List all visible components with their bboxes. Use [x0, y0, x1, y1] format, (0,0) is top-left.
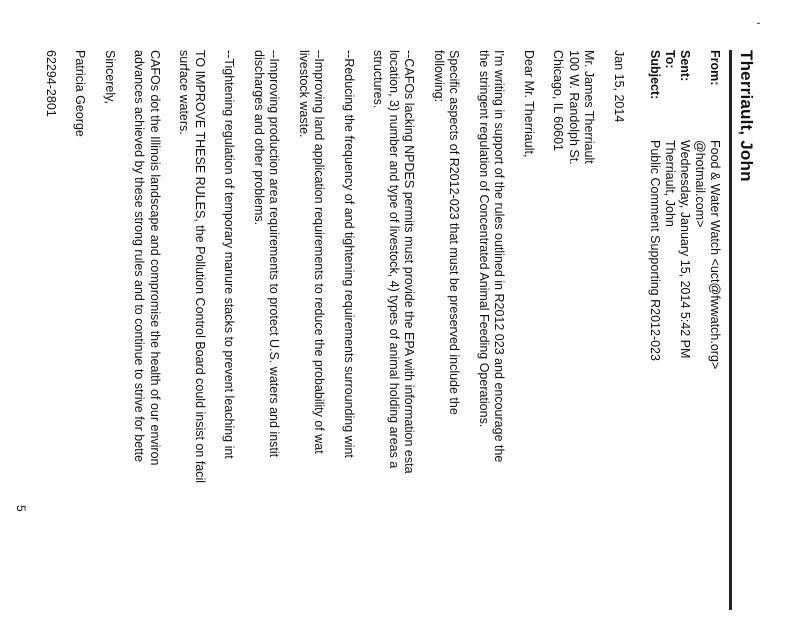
- meta-value-sent: Wednesday, January 15, 2014 5:42 PM: [678, 140, 692, 359]
- corner-mark: ʼ: [748, 22, 762, 25]
- improve-rules-paragraph: [176, 50, 207, 618]
- meta-row-sent: [677, 50, 692, 610]
- signer-name: Patricia George: [73, 50, 88, 137]
- signoff: Sincerely,: [103, 50, 117, 104]
- bullet-production-area: [251, 50, 282, 618]
- email-metadata: [647, 50, 722, 610]
- signer-zip: 62294-2801: [44, 50, 58, 117]
- bullet-line: --Reducing the frequency of and tightening requirements surrounding wint: [342, 50, 356, 458]
- recipient-address: [550, 50, 597, 618]
- salutation: Dear Mr. Therriault,: [522, 50, 536, 158]
- header-rule: [729, 50, 732, 610]
- improve-line: TO IMPROVE THESE RULES, the Pollution Control Board could insist on facil: [193, 50, 207, 484]
- page-number: 5: [14, 505, 28, 512]
- meta-row-subject: [647, 50, 662, 610]
- meta-value-subject: Public Comment Supporting R2012-023: [648, 140, 662, 361]
- header-name: Therriault, John: [737, 50, 756, 182]
- final-line: advances achieved by these strong rules and to continue to strive for bette: [132, 50, 147, 463]
- specific-line: Specific aspects of R2012-023 that must be preserved include the: [447, 50, 462, 415]
- bullet-line: structures.: [371, 50, 386, 109]
- address-line: Mr. James Therriault: [582, 50, 597, 164]
- meta-value-from: [692, 140, 722, 610]
- address-line: 100 W. Randolph St.: [567, 50, 581, 165]
- bullet-line: --Tightening regulation of temporary manure stacks to prevent leaching int: [222, 50, 237, 459]
- meta-from-line: @hotmail.com>: [693, 140, 707, 228]
- final-paragraph: [131, 50, 162, 618]
- bullet-line: --CAFOs lacking NPDES permits must provide the EPA with information esta: [402, 50, 417, 474]
- letter-body: [29, 50, 627, 618]
- intro-paragraph: [476, 50, 507, 618]
- letter-date: Jan 15, 2014: [612, 50, 626, 123]
- bullet-line: livestock waste.: [297, 50, 311, 138]
- address-line: Chicago, IL 60601: [551, 50, 566, 152]
- meta-label-sent: Sent:: [678, 50, 692, 82]
- bullet-line: --Improving production area requirements to protect U.S. waters and instit: [267, 50, 282, 458]
- bullet-winter: [341, 50, 357, 618]
- intro-line: I'm writing in support of the rules outlined in R2012 023 and encourage the: [492, 50, 507, 463]
- meta-row-from: [692, 50, 722, 610]
- intro-line: the stringent regulation of Concentrated Animal Feeding Operations.: [477, 50, 491, 428]
- meta-label-to: To:: [663, 50, 677, 69]
- bullet-line: discharges and other problems.: [252, 50, 266, 226]
- meta-row-to: [662, 50, 677, 610]
- bullet-land-application: [296, 50, 327, 618]
- final-line: CAFOs dot the Illinois landscape and compromise the health of our environ: [148, 50, 162, 466]
- meta-label-subject: Subject:: [648, 50, 662, 100]
- specific-aspects-paragraph: [431, 50, 462, 618]
- improve-line: surface waters.: [177, 50, 192, 135]
- meta-value-to: Therriault, John: [663, 140, 677, 227]
- meta-label-from: From:: [708, 50, 722, 86]
- bullet-line: location, 3) number and type of livestock, 4) types of animal holding areas a: [387, 50, 401, 469]
- bullet-line: --Improving land application requirements to reduce the probability of wat: [312, 50, 327, 454]
- bullet-npdes: [370, 50, 417, 618]
- bullet-manure-stacks: [221, 50, 237, 618]
- specific-line: following:: [432, 50, 446, 103]
- meta-from-line: Food & Water Watch <uct@fwwatch.org>: [708, 140, 722, 370]
